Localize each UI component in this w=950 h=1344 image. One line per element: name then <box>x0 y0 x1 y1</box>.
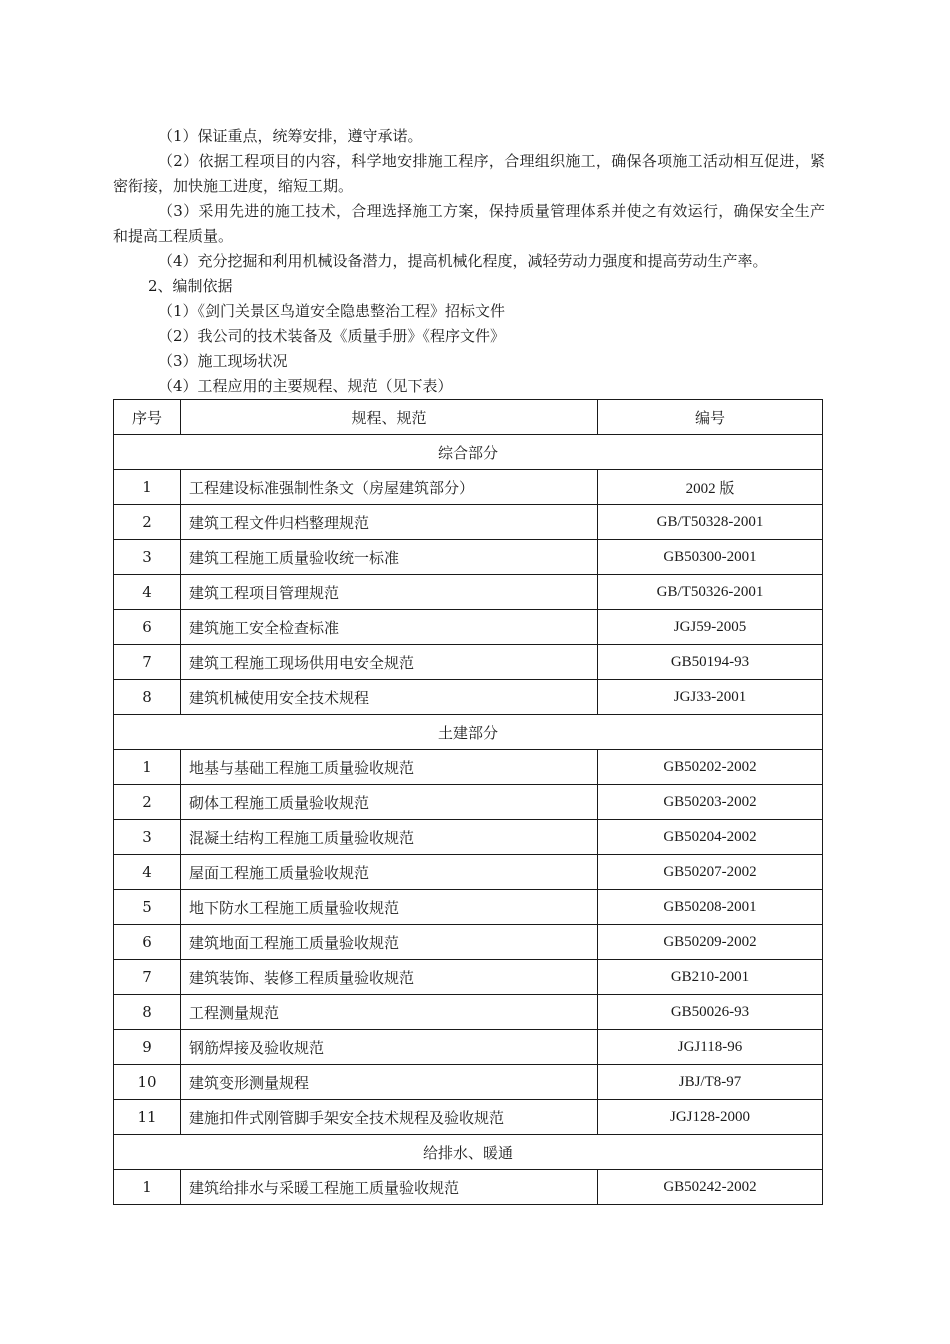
paragraph: （1）保证重点，统筹安排，遵守承诺。 <box>158 127 423 145</box>
header-number: 序号 <box>114 400 181 435</box>
table-row <box>114 890 823 925</box>
table-header-row <box>114 400 823 435</box>
row-code: GB50209-2002 <box>598 925 823 960</box>
row-code: JGJ59-2005 <box>598 610 823 645</box>
row-number: 2 <box>114 785 181 820</box>
row-number: 8 <box>114 995 181 1030</box>
row-standard: 地下防水工程施工质量验收规范 <box>181 890 598 925</box>
row-number: 3 <box>114 820 181 855</box>
row-standard: 建筑工程施工现场供用电安全规范 <box>181 645 598 680</box>
row-code: GB50242-2002 <box>598 1170 823 1205</box>
row-code: GB/T50326-2001 <box>598 575 823 610</box>
row-number: 4 <box>114 575 181 610</box>
row-number: 2 <box>114 505 181 540</box>
table-row <box>114 1100 823 1135</box>
row-standard: 建筑地面工程施工质量验收规范 <box>181 925 598 960</box>
row-standard: 建筑工程项目管理规范 <box>181 575 598 610</box>
row-standard: 建筑工程施工质量验收统一标准 <box>181 540 598 575</box>
row-standard: 建筑变形测量规程 <box>181 1065 598 1100</box>
header-standard: 规程、规范 <box>181 400 598 435</box>
paragraph: （3）施工现场状况 <box>158 352 288 370</box>
row-number: 7 <box>114 645 181 680</box>
row-standard: 地基与基础工程施工质量验收规范 <box>181 750 598 785</box>
row-number: 4 <box>114 855 181 890</box>
row-number: 1 <box>114 470 181 505</box>
section-title: 综合部分 <box>114 435 823 470</box>
table-row <box>114 610 823 645</box>
table-row <box>114 925 823 960</box>
body-text <box>113 124 825 399</box>
row-standard: 建筑装饰、装修工程质量验收规范 <box>181 960 598 995</box>
row-code: GB50207-2002 <box>598 855 823 890</box>
row-standard: 屋面工程施工质量验收规范 <box>181 855 598 890</box>
paragraph: （3）采用先进的施工技术，合理选择施工方案，保持质量管理体系并使之有效运行，确保安全生产和提高工程质量。 <box>113 202 825 245</box>
row-code: GB50194-93 <box>598 645 823 680</box>
row-standard: 建筑施工安全检查标准 <box>181 610 598 645</box>
table-row <box>114 645 823 680</box>
header-code: 编号 <box>598 400 823 435</box>
paragraph: （1）《剑门关景区鸟道安全隐患整治工程》招标文件 <box>158 302 506 320</box>
table-row <box>114 470 823 505</box>
section-title: 给排水、暖通 <box>114 1135 823 1170</box>
row-code: JGJ33-2001 <box>598 680 823 715</box>
table-row <box>114 540 823 575</box>
table-row <box>114 680 823 715</box>
row-number: 1 <box>114 1170 181 1205</box>
row-code: GB210-2001 <box>598 960 823 995</box>
row-number: 7 <box>114 960 181 995</box>
paragraph: （4）工程应用的主要规程、规范（见下表） <box>158 377 453 395</box>
row-number: 6 <box>114 925 181 960</box>
section-heading: 2、编制依据 <box>148 277 233 295</box>
row-number: 9 <box>114 1030 181 1065</box>
row-number: 11 <box>114 1100 181 1135</box>
row-code: GB50203-2002 <box>598 785 823 820</box>
row-standard: 砌体工程施工质量验收规范 <box>181 785 598 820</box>
row-standard: 建施扣件式刚管脚手架安全技术规程及验收规范 <box>181 1100 598 1135</box>
row-code: 2002 版 <box>598 470 823 505</box>
table-section-row <box>114 715 823 750</box>
table-row <box>114 995 823 1030</box>
row-number: 6 <box>114 610 181 645</box>
row-code: GB50208-2001 <box>598 890 823 925</box>
row-code: JGJ128-2000 <box>598 1100 823 1135</box>
row-code: JGJ118-96 <box>598 1030 823 1065</box>
row-standard: 工程测量规范 <box>181 995 598 1030</box>
table-row <box>114 785 823 820</box>
table-row <box>114 855 823 890</box>
standards-table <box>113 399 823 1205</box>
paragraph: （4）充分挖掘和利用机械设备潜力，提高机械化程度，减轻劳动力强度和提高劳动生产率。 <box>158 252 768 270</box>
row-number: 3 <box>114 540 181 575</box>
row-standard: 混凝土结构工程施工质量验收规范 <box>181 820 598 855</box>
paragraph: （2）我公司的技术装备及《质量手册》《程序文件》 <box>158 327 506 345</box>
row-code: JBJ/T8-97 <box>598 1065 823 1100</box>
row-standard: 建筑机械使用安全技术规程 <box>181 680 598 715</box>
paragraph: （2）依据工程项目的内容，科学地安排施工程序，合理组织施工，确保各项施工活动相互促进，紧密衔接，加快施工进度，缩短工期。 <box>113 152 825 195</box>
table-row <box>114 820 823 855</box>
table-section-row <box>114 1135 823 1170</box>
row-code: GB50202-2002 <box>598 750 823 785</box>
row-standard: 钢筋焊接及验收规范 <box>181 1030 598 1065</box>
row-number: 8 <box>114 680 181 715</box>
table-section-row <box>114 435 823 470</box>
table-row <box>114 750 823 785</box>
row-code: GB/T50328-2001 <box>598 505 823 540</box>
row-standard: 建筑给排水与采暖工程施工质量验收规范 <box>181 1170 598 1205</box>
row-number: 10 <box>114 1065 181 1100</box>
row-number: 5 <box>114 890 181 925</box>
row-standard: 工程建设标准强制性条文（房屋建筑部分） <box>181 470 598 505</box>
table-row <box>114 1030 823 1065</box>
table-row <box>114 505 823 540</box>
row-code: GB50026-93 <box>598 995 823 1030</box>
table-row <box>114 1065 823 1100</box>
table-row <box>114 1170 823 1205</box>
row-number: 1 <box>114 750 181 785</box>
row-code: GB50300-2001 <box>598 540 823 575</box>
table-row <box>114 575 823 610</box>
document-page <box>113 124 825 1205</box>
row-code: GB50204-2002 <box>598 820 823 855</box>
row-standard: 建筑工程文件归档整理规范 <box>181 505 598 540</box>
section-title: 土建部分 <box>114 715 823 750</box>
table-row <box>114 960 823 995</box>
